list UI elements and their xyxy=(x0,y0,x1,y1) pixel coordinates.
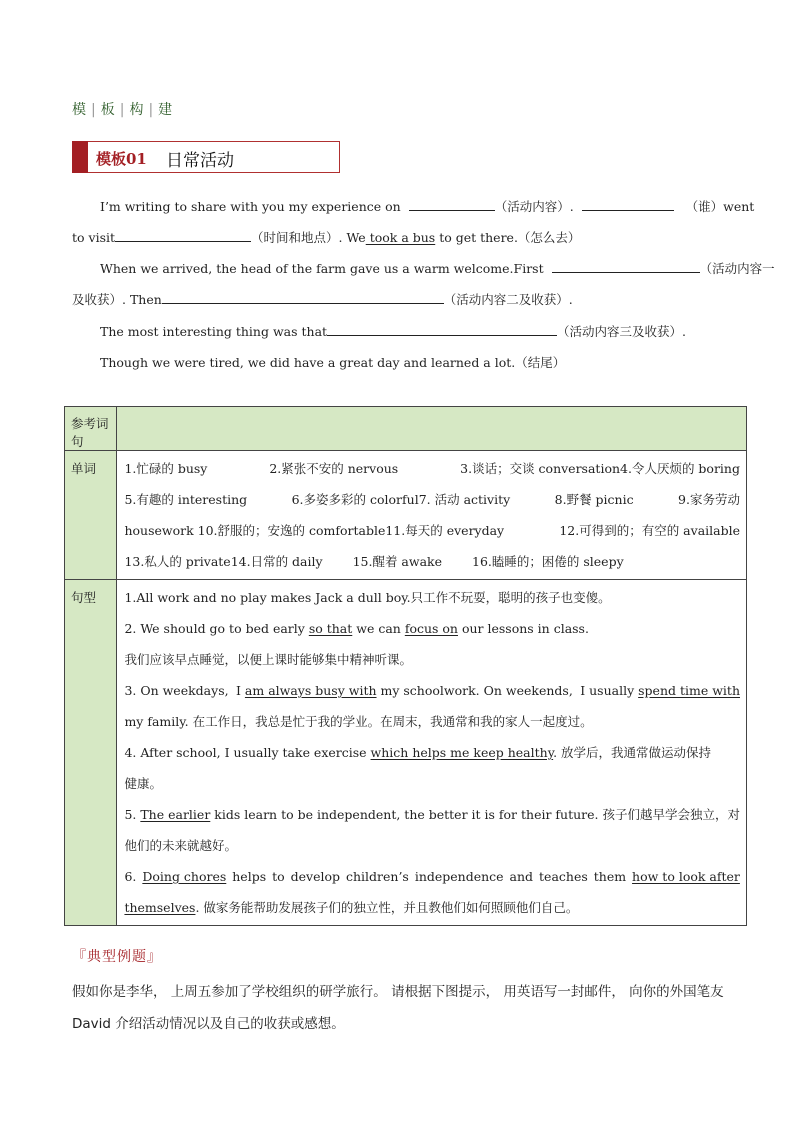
table-row xyxy=(65,407,747,451)
section-heading xyxy=(72,99,173,119)
passage-line-4 xyxy=(72,290,573,308)
vocab-list xyxy=(117,451,746,579)
vocab-item: 15.醒着 awake xyxy=(352,554,443,569)
sentence-line xyxy=(124,613,740,644)
sentence-word: teaches xyxy=(539,869,588,884)
sentence-word: and xyxy=(509,869,534,884)
sentence-word: 6. xyxy=(124,869,137,884)
sentence-word: helps xyxy=(232,869,267,884)
underlined-phrase: The earlier xyxy=(140,807,211,822)
divider: | xyxy=(91,102,97,118)
underlined-phrase: themselves xyxy=(124,900,196,915)
passage-text: （活动内容一 xyxy=(699,261,775,276)
passage-text: I’m writing to share with you my experience on xyxy=(100,199,401,214)
table-header-cell xyxy=(65,407,117,451)
section-heading-char: 模 xyxy=(72,102,87,118)
sentence-label: 句型 xyxy=(71,590,97,605)
table-header-label: 参考词句 xyxy=(71,416,109,449)
passage-text: （活动内容）. xyxy=(494,199,574,214)
sentence-word: develop xyxy=(290,869,341,884)
fill-blank xyxy=(115,229,251,242)
passage-text: 及收获）. Then xyxy=(72,292,162,307)
vocab-item: housework 10.舒服的；安逸的 comfortable11.每天的 everyday xyxy=(124,523,505,538)
vocab-item: 8.野餐 picnic xyxy=(554,492,634,507)
section-heading-char: 构 xyxy=(129,102,145,118)
section-heading-char: 板 xyxy=(100,102,116,118)
vocab-label-cell xyxy=(65,451,117,580)
vocab-cell xyxy=(117,451,747,580)
underlined-phrase: took a bus xyxy=(365,230,436,245)
template-title: 日常活动 xyxy=(166,151,234,171)
sentence-text: kids learn to be independent, the better it is for their future. 孩子们越早学会独立，对 xyxy=(210,807,740,822)
sentence-text: my schoolwork. On weekends, xyxy=(376,683,573,698)
sentence-text: our lessons in class. xyxy=(457,621,589,636)
table-row xyxy=(65,451,747,580)
template-number: 模板01 xyxy=(96,150,147,168)
vocab-line xyxy=(124,484,740,515)
underlined-phrase: spend time with xyxy=(638,683,740,698)
fill-blank xyxy=(582,198,674,211)
sentence-text: 2. We should go to bed early xyxy=(124,621,309,636)
passage-text: to visit xyxy=(72,230,116,245)
sentence-line xyxy=(124,737,740,768)
sentence-text: I xyxy=(236,683,245,698)
sentence-line: my family. 在工作日，我总是忙于我的学业。在周末，我通常和我的家人一起度过。 xyxy=(124,714,593,729)
vocab-item: 5.有趣的 interesting xyxy=(124,492,248,507)
vocab-item: 9.家务劳动 xyxy=(678,492,740,507)
sentence-word: children’s xyxy=(345,869,409,884)
underlined-phrase: am always busy with xyxy=(244,683,377,698)
divider: | xyxy=(148,102,155,118)
fill-blank xyxy=(327,323,557,336)
sentence-word: to xyxy=(272,869,285,884)
sentence-text: 4. After school, I usually take exercise xyxy=(124,745,371,760)
underlined-phrase: so that xyxy=(308,621,353,636)
passage-line-2 xyxy=(72,228,580,246)
underlined-phrase: which helps me keep healthy xyxy=(370,745,554,760)
passage-line-6: Though we were tired, we did have a great day and learned a lot.（结尾） xyxy=(100,355,566,370)
sentence-line xyxy=(124,675,740,706)
sentence-text: 5. xyxy=(124,807,141,822)
underlined-phrase: focus on xyxy=(404,621,458,636)
passage-text: （活动内容二及收获）. xyxy=(443,292,573,307)
sentence-line: 他们的未来就越好。 xyxy=(124,838,237,853)
vocab-line xyxy=(124,546,740,577)
passage-line-5 xyxy=(100,322,686,340)
reference-table xyxy=(64,406,747,926)
sentence-text: we can xyxy=(352,621,405,636)
template-accent-bar xyxy=(72,141,88,173)
sentence-label-cell xyxy=(65,580,117,926)
table-row xyxy=(65,580,747,926)
sentence-text: . 放学后，我通常做运动保持 xyxy=(553,745,712,760)
passage-text: （活动内容三及收获）. xyxy=(557,324,687,339)
sentence-cell xyxy=(117,580,747,926)
vocab-item: 1.忙碌的 busy xyxy=(124,461,208,476)
vocab-label: 单词 xyxy=(71,461,97,476)
example-heading: 『典型例题』 xyxy=(72,949,162,965)
sentence-text: . 做家务能帮助发展孩子们的独立性，并且教他们如何照顾他们自己。 xyxy=(195,900,579,915)
sentence-line: 健康。 xyxy=(124,776,162,791)
section-heading-char: 建 xyxy=(158,102,174,118)
underlined-phrase: Doing chores xyxy=(142,869,227,884)
passage-line-1 xyxy=(100,197,754,215)
vocab-line xyxy=(124,515,740,546)
vocab-item: 16.瞌睡的；困倦的 sleepy xyxy=(472,554,624,569)
fill-blank xyxy=(409,198,495,211)
sentence-word: them xyxy=(593,869,627,884)
table-header-blank xyxy=(117,407,747,451)
passage-text: （谁）went xyxy=(685,199,755,214)
vocab-item: 13.私人的 private14.日常的 daily xyxy=(124,554,323,569)
fill-blank xyxy=(162,291,444,304)
passage-text: The most interesting thing was that xyxy=(100,324,328,339)
sentence-list xyxy=(117,580,746,925)
vocab-item: 12.可得到的；有空的 available xyxy=(559,523,740,538)
vocab-line xyxy=(124,453,740,484)
sentence-line xyxy=(124,799,740,830)
passage-text: When we arrived, the head of the farm gave us a warm welcome.First xyxy=(100,261,544,276)
sentence-text: 3. On weekdays, xyxy=(124,683,229,698)
example-prompt: 假如你是李华， 上周五参加了学校组织的研学旅行。 请根据下图提示， 用英语写一封邮件， 向你的外国笔友 David 介绍活动情况以及自己的收获或感想。 xyxy=(72,984,724,1032)
divider: | xyxy=(119,102,126,118)
passage-text: to get there.（怎么去） xyxy=(435,230,581,245)
vocab-item: 3.谈话；交谈 conversation4.令人厌烦的 boring xyxy=(460,461,740,476)
vocab-item: 2.紧张不安的 nervous xyxy=(269,461,399,476)
vocab-item: 6.多姿多彩的 colorful7. 活动 activity xyxy=(291,492,511,507)
passage-text: （时间和地点）. We xyxy=(251,230,366,245)
sentence-line: 我们应该早点睡觉，以便上课时能够集中精神听课。 xyxy=(124,652,412,667)
sentence-line: 1.All work and no play makes Jack a dull boy.只工作不玩耍，聪明的孩子也变傻。 xyxy=(124,590,611,605)
fill-blank xyxy=(552,260,700,273)
sentence-word: independence xyxy=(414,869,504,884)
sentence-line xyxy=(124,861,740,892)
sentence-line xyxy=(124,892,740,923)
sentence-text: I usually xyxy=(580,683,639,698)
passage-line-3 xyxy=(100,259,775,277)
underlined-phrase: how to look after xyxy=(632,869,740,884)
